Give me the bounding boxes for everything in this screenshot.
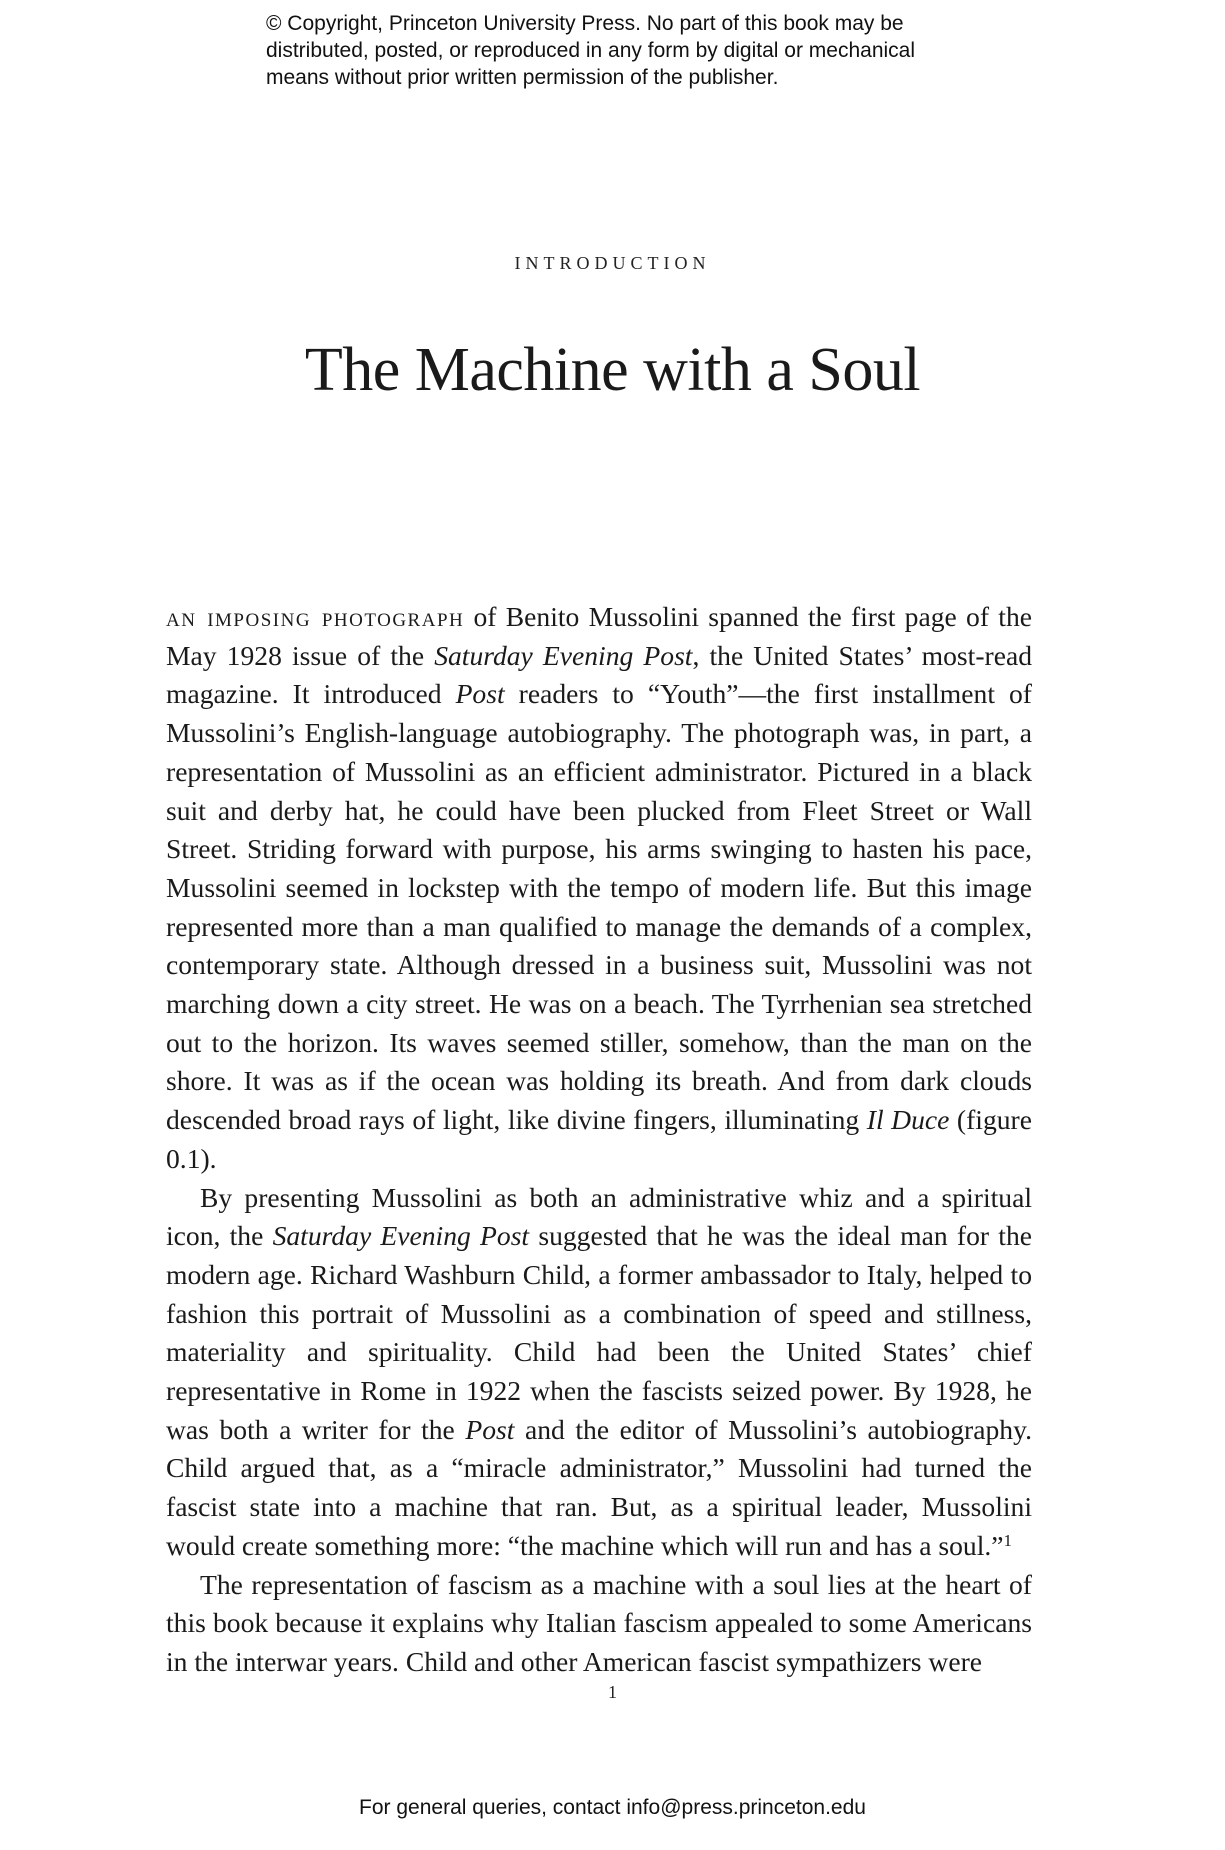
italic-title: Saturday Evening Post	[272, 1220, 530, 1252]
copyright-line: distributed, posted, or reproduced in any form by digital or mechanical	[266, 39, 916, 62]
text-run: of Benito Mussolini spanned the first page of the May 1928 issue of the	[166, 601, 1033, 671]
copyright-line: © Copyright, Princeton University Press. No part of this book may be	[266, 12, 904, 35]
paragraph-2	[166, 1179, 1032, 1566]
footer-contact: For general queries, contact info@press.princeton.edu	[359, 1796, 866, 1819]
text-run: readers to “Youth”—the first installment of Mussolini’s English-language autobiography. The photograph was, in part, a representation of Mussolini as an efficient administrator. Pictured in a black suit and derby hat, he could have been plucked from Fleet Street or Wall Street. Striding forward with purpose, his arms swinging to hasten his pace, Mussolini seemed in lockstep with the tempo of modern life. But this image represented more than a man qualified to manage the demands of a complex, contemporary state. Although dressed in a business suit, Mussolini was not marching down a city street. He was on a beach. The Tyrrhenian sea stretched out to the horizon. Its waves seemed stiller, somehow, than the man on the shore. It was as if the ocean was holding its breath. And from dark clouds descended broad rays of light, like divine fingers, illuminating	[166, 678, 1032, 1136]
footnote-marker: 1	[1003, 1530, 1013, 1550]
lead-in-small-caps: an imposing photograph	[166, 601, 465, 632]
page-number: 1	[608, 1682, 617, 1702]
text-run: , the United States’ most-read magazine. It introduced	[166, 639, 1032, 710]
text-run: (figure 0.1).	[166, 1104, 1032, 1174]
copyright-line: means without prior written permission of the publisher.	[266, 66, 779, 89]
paragraph-1	[166, 598, 1032, 1179]
italic-title: Post	[465, 1413, 515, 1445]
text-run: suggested that he was the ideal man for the modern age. Richard Washburn Child, a former ambassador to Italy, helped to fashion this portrait of Mussolini as a combination of speed and stillness, materiality and spirituality. Child had been the United States’ chief representative in Rome in 1922 when the fascists seized power. By 1928, he was both a writer for the	[166, 1220, 1033, 1445]
paragraph-3	[166, 1566, 1032, 1682]
italic-term: Il Duce	[866, 1104, 950, 1136]
copyright-notice	[266, 10, 1026, 91]
text-run: By presenting Mussolini as both an administrative whiz and a spiritual icon, the	[166, 1181, 1032, 1252]
italic-title: Post	[455, 678, 505, 710]
italic-title: Saturday Evening Post	[434, 639, 693, 671]
chapter-label: introduction	[514, 246, 711, 275]
body-text	[166, 598, 1032, 1682]
text-run: and the editor of Mussolini’s autobiography. Child argued that, as a “miracle administrator,” Mussolini had turned the fascist state into a machine that ran. But, as a spiritual leader, Mussolini would create something more: “the machine which will run and has a soul.”	[166, 1413, 1032, 1561]
text-run: The representation of fascism as a machine with a soul lies at the heart of this book because it explains why Italian fascism appealed to some Americans in the interwar years. Child and other American fascist sympathizers were	[166, 1568, 1032, 1677]
chapter-title: The Machine with a Soul	[304, 336, 921, 404]
